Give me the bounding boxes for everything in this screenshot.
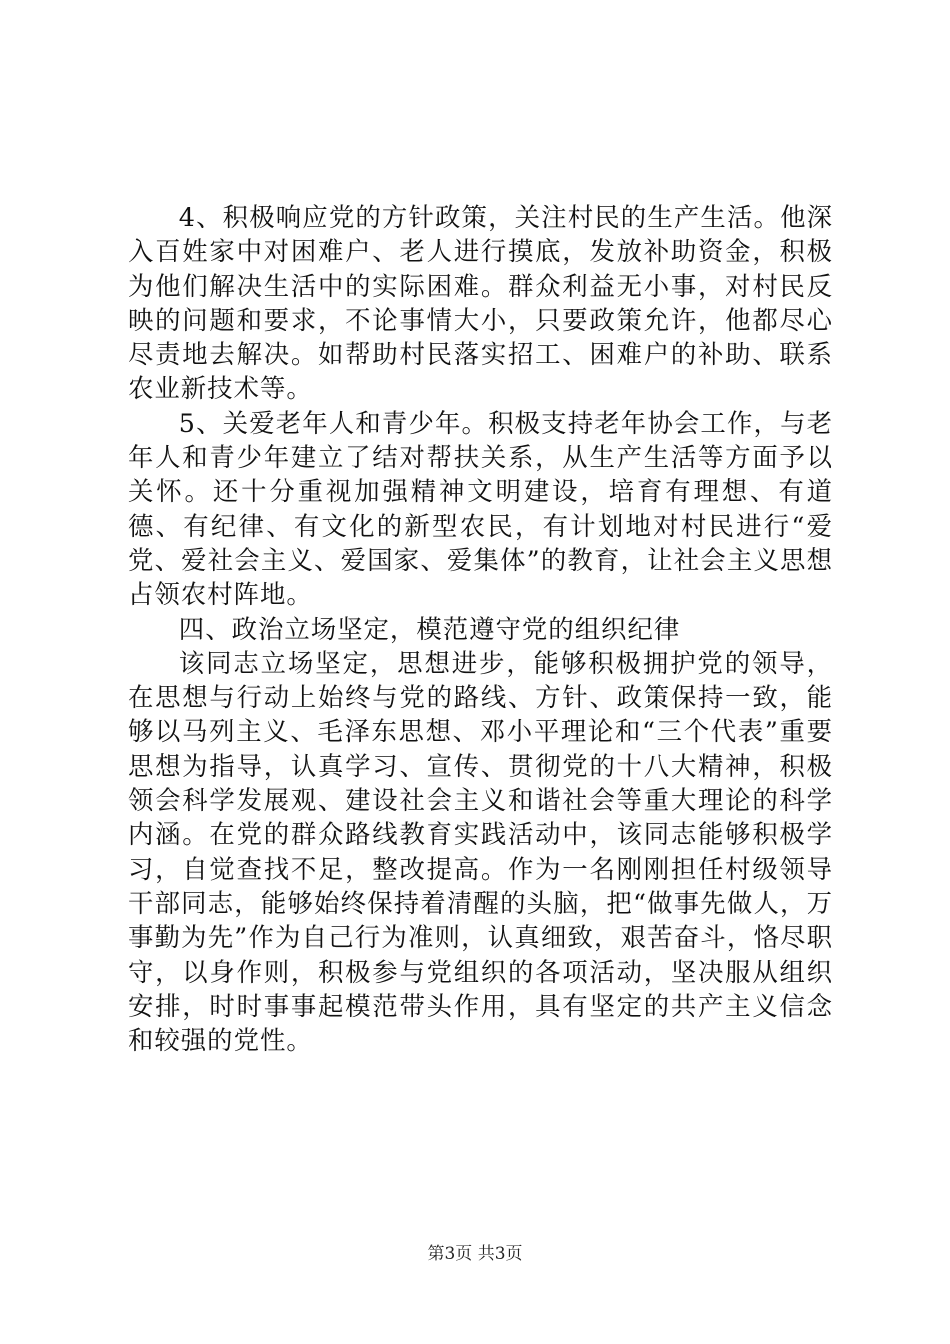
paragraph-item-5: 5、关爱老年人和青少年。积极支持老年协会工作，与老年人和青少年建立了结对帮扶关系，从生产生活等方面予以关怀。还十分重视加强精神文明建设，培育有理想、有道德、有纪律、有文化的新型农民，有计划地对村民进行“爱党、爱社会主义、爱国家、爱集体”的教育，让社会主义思想占领农村阵地。 — [128, 407, 833, 610]
document-body — [128, 200, 833, 1057]
page-footer: 第3页 共3页 — [427, 1244, 523, 1264]
paragraph-item-4: 4、积极响应党的方针政策，关注村民的生产生活。他深入百姓家中对困难户、老人进行摸底，发放补助资金，积极为他们解决生活中的实际困难。群众利益无小事，对村民反映的问题和要求，不论事情大小，只要政策允许，他都尽心尽责地去解决。如帮助村民落实招工、困难户的补助、联系农业新技术等。 — [128, 202, 833, 404]
section-paragraph: 该同志立场坚定，思想进步，能够积极拥护党的领导，在思想与行动上始终与党的路线、方针、政策保持一致，能够以马列主义、毛泽东思想、邓小平理论和“三个代表”重要思想为指导，认真学习、宣传、贯彻党的十八大精神，积极领会科学发展观、建设社会主义和谐社会等重大理论的科学内涵。在党的群众路线教育实践活动中，该同志能够积极学习，自觉查找不足，整改提高。作为一名刚刚担任村级领导干部同志，能够始终保持着清醒的头脑，把“做事先做人，万事勤为先”作为自己行为准则，认真细致，艰苦奋斗，恪尽职守，以身作则，积极参与党组织的各项活动，坚决服从组织安排，时时事事起模范带头作用，具有坚定的共产主义信念和较强的党性。 — [128, 647, 833, 1056]
section-heading: 四、政治立场坚定，模范遵守党的组织纪律 — [178, 613, 681, 644]
